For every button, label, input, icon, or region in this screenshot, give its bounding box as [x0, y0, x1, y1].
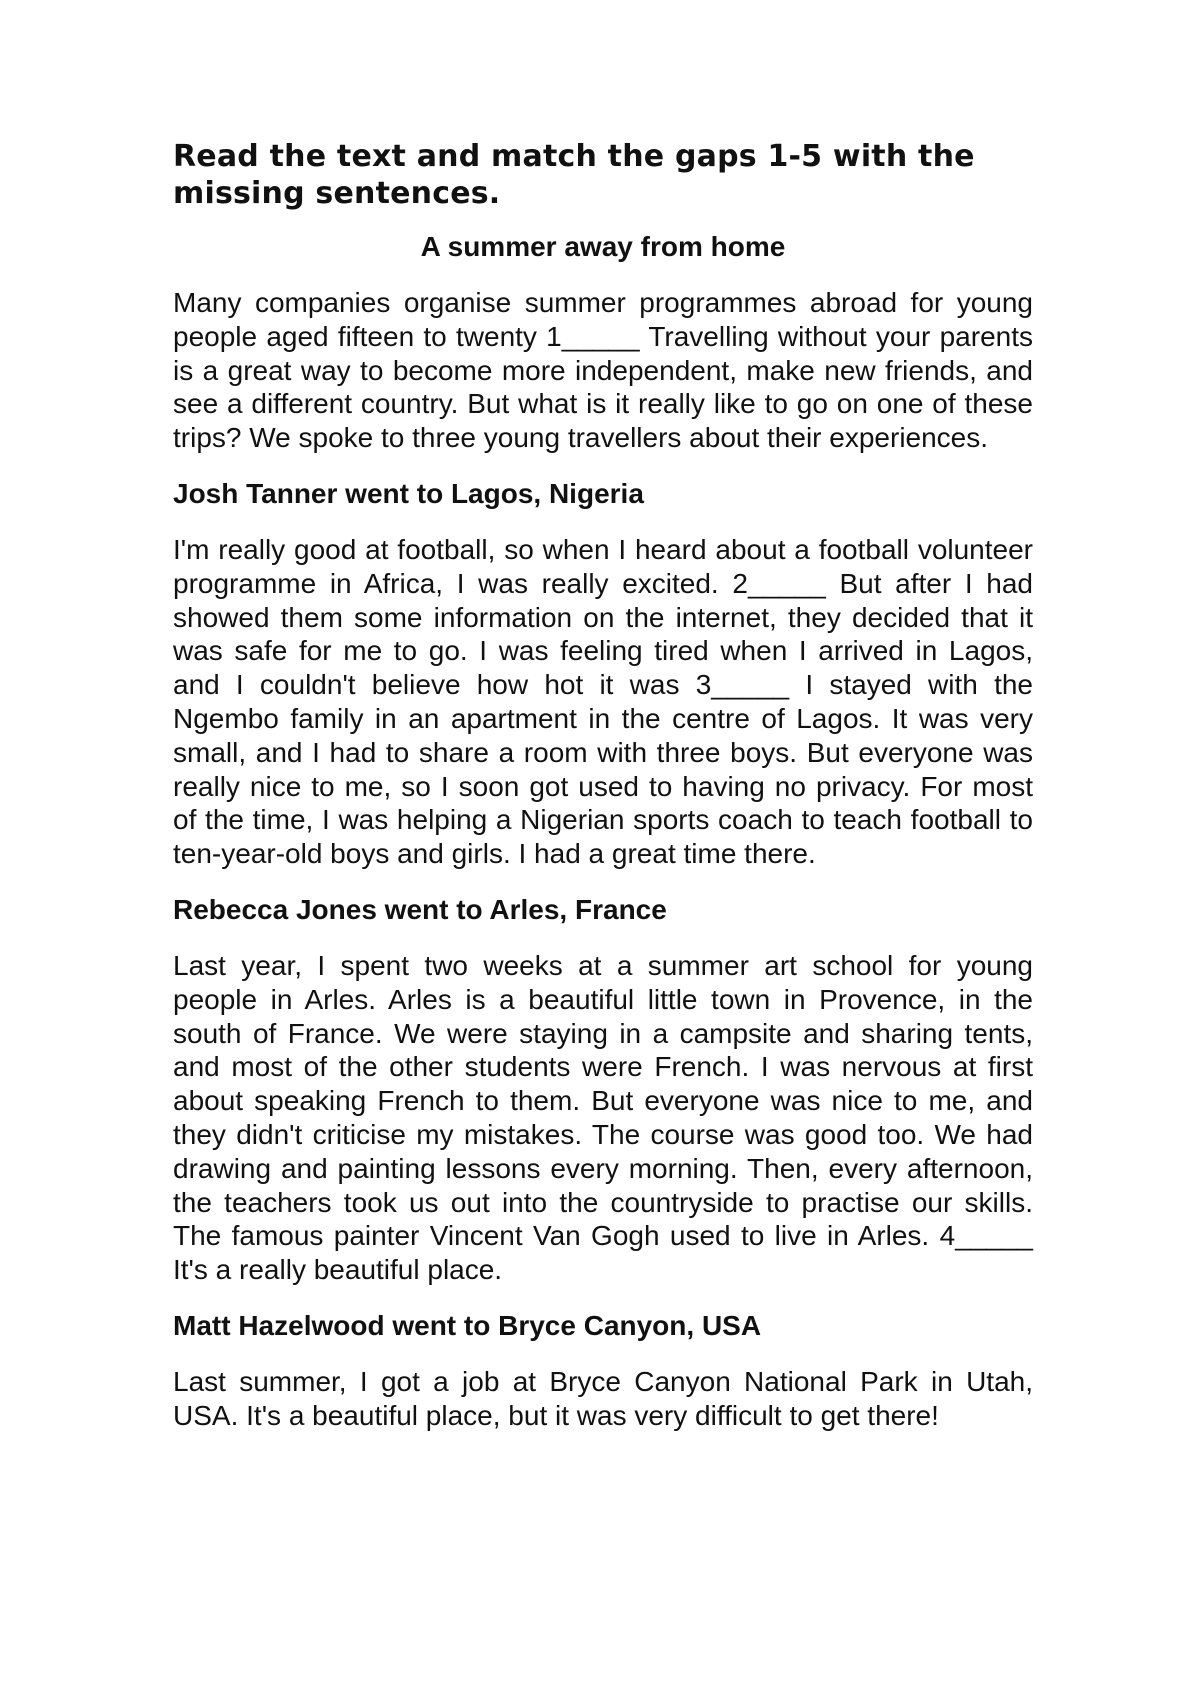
section-heading-rebecca: Rebecca Jones went to Arles, France — [173, 893, 667, 925]
intro-paragraph: Many companies organise summer programmes abroad for young people aged fifteen to twenty 1_____ Travelling without your parents is a great way to become more independent, make new friends, and see a different country. But what is it really like to go on one of these trips? We spoke to three young travellers about their experiences. — [173, 287, 1033, 454]
task-instruction: Read the text and match the gaps 1-5 with the missing sentences. — [173, 139, 975, 211]
section-heading-matt: Matt Hazelwood went to Bryce Canyon, USA — [173, 1309, 762, 1341]
text-title: A summer away from home — [420, 231, 786, 262]
document-content — [173, 138, 1033, 1455]
section-text-rebecca: Last year, I spent two weeks at a summer art school for young people in Arles. Arles is a beautiful little town in Provence, in the south of France. We were staying in a campsite and sharing tents, and most of the other students were French. I was nervous at first about speaking French to them. But everyone was nice to me, and they didn't criticise my mistakes. The course was good too. We had drawing and painting lessons every morning. Then, every afternoon, the teachers took us out into the countryside to practise our skills. The famous painter Vincent Van Gogh used to live in Arles. 4_____ It's a really beautiful place. — [173, 949, 1033, 1286]
section-text-josh: I'm really good at football, so when I heard about a football volunteer programme in Africa, I was really excited. 2_____ But after I had showed them some information on the internet, they decided that it was safe for me to go. I was feeling tired when I arrived in Lagos, and I couldn't believe how hot it was 3_____ I stayed with the Ngembo family in an apartment in the centre of Lagos. It was very small, and I had to share a room with three boys. But everyone was really nice to me, so I soon got used to having no privacy. For most of the time, I was helping a Nigerian sports coach to teach football to ten-year-old boys and girls. I had a great time there. — [173, 533, 1033, 870]
section-text-matt: Last summer, I got a job at Bryce Canyon National Park in Utah, USA. It's a beautiful place, but it was very difficult to get there! — [173, 1365, 1033, 1431]
section-heading-josh: Josh Tanner went to Lagos, Nigeria — [173, 477, 644, 509]
